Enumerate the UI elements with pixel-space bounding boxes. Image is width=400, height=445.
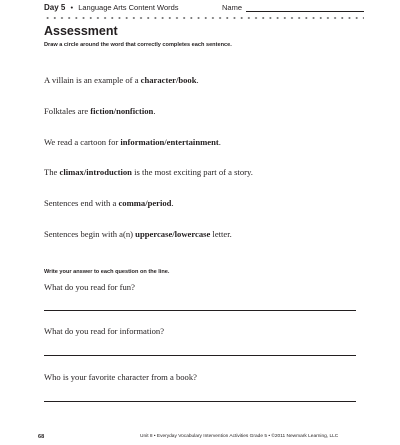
question-2: What do you read for information? [44, 326, 165, 336]
word-choice[interactable]: fiction/nonfiction [90, 106, 154, 116]
question-3: Who is your favorite character from a book? [44, 372, 197, 382]
page-header [44, 2, 364, 14]
bullet: • [70, 3, 74, 12]
answer-line-1[interactable] [44, 310, 356, 311]
sentence-2 [44, 106, 155, 116]
sentence-text: is the most exciting part of a story. [131, 167, 253, 177]
name-line[interactable] [246, 11, 364, 12]
sentence-text: The [44, 167, 60, 177]
dotted-divider [44, 15, 364, 21]
sentence-text: . [218, 137, 221, 147]
page-number: 68 [38, 434, 45, 440]
sentence-text: A villain is an example of a [44, 75, 141, 85]
question-1: What do you read for fun? [44, 282, 135, 292]
sentence-text: letter. [210, 229, 232, 239]
footer-credit: Unit 8 • Everyday Vocabulary Intervention Activities Grade 5 • ©2011 Newmark Learning, LLC [140, 434, 339, 439]
instruction-write: Write your answer to each question on the line. [44, 269, 170, 275]
word-choice[interactable]: character/book [140, 75, 197, 85]
sentence-text: Sentences end with a [44, 198, 119, 208]
sentence-3 [44, 137, 221, 147]
day-label: Day 5 [44, 3, 66, 12]
instruction-circle: Draw a circle around the word that correctly completes each sentence. [44, 42, 232, 48]
subject-label: Language Arts Content Words [78, 3, 179, 12]
word-choice[interactable]: climax/introduction [59, 167, 132, 177]
page-title: Assessment [44, 24, 118, 38]
sentence-1 [44, 75, 199, 85]
sentence-text: . [153, 106, 156, 116]
sentence-text: . [171, 198, 174, 208]
sentence-5 [44, 198, 174, 208]
sentence-text: . [196, 75, 199, 85]
sentence-6 [44, 229, 232, 239]
sentence-text: Sentences begin with a(n) [44, 229, 136, 239]
word-choice[interactable]: uppercase/lowercase [135, 229, 211, 239]
name-label: Name [222, 3, 243, 12]
word-choice[interactable]: information/entertainment [120, 137, 219, 147]
sentence-4 [44, 167, 253, 177]
word-choice[interactable]: comma/period [118, 198, 172, 208]
sentence-text: Folktales are [44, 106, 91, 116]
sentence-text: We read a cartoon for [44, 137, 121, 147]
answer-line-3[interactable] [44, 401, 356, 402]
answer-line-2[interactable] [44, 355, 356, 356]
